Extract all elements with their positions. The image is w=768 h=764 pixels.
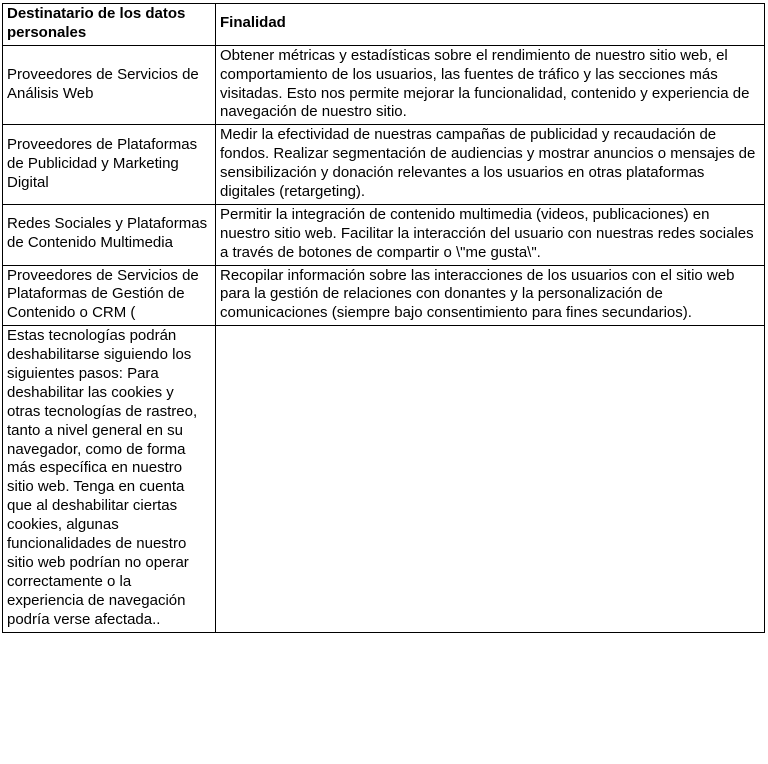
cell-destinatario: Proveedores de Plataformas de Publicidad y Marketing Digital [3,125,216,205]
cell-destinatario: Redes Sociales y Plataformas de Contenido Multimedia [3,204,216,265]
table-note-row [3,326,765,632]
cell-finalidad: Permitir la integración de contenido multimedia (videos, publicaciones) en nuestro sitio web. Facilitar la interacción del usuario con nuestras redes sociales a través de botones de compartir o \"me gusta\". [216,204,765,265]
cell-finalidad: Recopilar información sobre las interacciones de los usuarios con el sitio web para la gestión de relaciones con donantes y la personalización de comunicaciones (siempre bajo consentimiento para fines secundarios). [216,265,765,326]
cell-finalidad: Medir la efectividad de nuestras campañas de publicidad y recaudación de fondos. Realizar segmentación de audiencias y mostrar anuncios o mensajes de sensibilización y donación relevantes a los usuarios en otras plataformas digitales (retargeting). [216,125,765,205]
cell-destinatario: Proveedores de Servicios de Plataformas de Gestión de Contenido o CRM ( [3,265,216,326]
table-row [3,125,765,205]
header-destinatario: Destinatario de los datos personales [3,4,216,46]
table-header-row [3,4,765,46]
cell-destinatario: Proveedores de Servicios de Análisis Web [3,45,216,125]
cell-finalidad: Obtener métricas y estadísticas sobre el rendimiento de nuestro sitio web, el comportamiento de los usuarios, las fuentes de tráfico y las secciones más visitadas. Esto nos permite mejorar la funcionalidad, contenido y experiencia de navegación de nuestro sitio. [216,45,765,125]
cell-note: Estas tecnologías podrán deshabilitarse siguiendo los siguientes pasos: Para deshabilitar las cookies y otras tecnologías de rastreo, tanto a nivel general en su navegador, como de forma más específica en nuestro sitio web. Tenga en cuenta que al deshabilitar ciertas cookies, algunas funcionalidades de nuestro sitio web podrían no operar correctamente o la experiencia de navegación podría verse afectada.. [3,326,216,632]
table-row [3,45,765,125]
table-row [3,204,765,265]
header-finalidad: Finalidad [216,4,765,46]
data-recipients-table [2,3,765,633]
cell-empty [216,326,765,632]
table-row [3,265,765,326]
